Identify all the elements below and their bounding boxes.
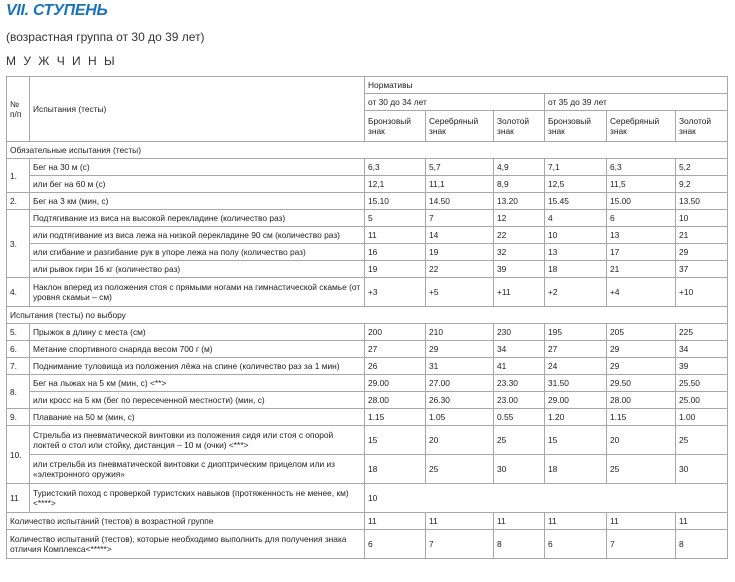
norm-value: 27.00 xyxy=(426,375,494,392)
table-row xyxy=(7,341,728,358)
norm-value: 12 xyxy=(494,210,545,227)
table-row xyxy=(7,176,728,193)
norm-value: +4 xyxy=(607,278,676,307)
norm-value: 29 xyxy=(607,358,676,375)
norm-value: 26.30 xyxy=(426,392,494,409)
header-silver: Серебряный знак xyxy=(607,111,676,142)
header-age-35-39: от 35 до 39 лет xyxy=(545,94,728,111)
norm-value: 23.30 xyxy=(494,375,545,392)
norm-value: 29.00 xyxy=(365,375,426,392)
norm-value: 14 xyxy=(426,227,494,244)
norm-value: 195 xyxy=(545,324,607,341)
footer-label: Количество испытаний (тестов) в возрастной группе xyxy=(7,513,365,530)
norm-value: 31 xyxy=(426,358,494,375)
norm-value: 15.10 xyxy=(365,193,426,210)
norm-value: 29 xyxy=(426,341,494,358)
section-required-label: Обязательные испытания (тесты) xyxy=(7,142,728,159)
footer-label: Количество испытаний (тестов), которые необходимо выполнить для получения знака отличия Комплекса<*****> xyxy=(7,530,365,559)
header-test: Испытания (тесты) xyxy=(30,77,365,142)
norm-value: 10 xyxy=(365,484,728,513)
norm-value: 200 xyxy=(365,324,426,341)
table-row xyxy=(7,484,728,513)
norm-value: 6 xyxy=(607,210,676,227)
test-name: или кросс на 5 км (бег по пересеченной местности) (мин, с) xyxy=(30,392,365,409)
test-name: Бег на 30 м (с) xyxy=(30,159,365,176)
footer-value: 8 xyxy=(494,530,545,559)
footer-value: 6 xyxy=(545,530,607,559)
row-number: 7. xyxy=(7,358,30,375)
norm-value: 21 xyxy=(676,227,728,244)
norm-value: 1.15 xyxy=(607,409,676,426)
test-name: Туристский поход с проверкой туристских навыков (протяженность не менее, км) <****> xyxy=(30,484,365,513)
table-row xyxy=(7,244,728,261)
norm-value: 19 xyxy=(426,244,494,261)
norm-value: 25.50 xyxy=(676,375,728,392)
norm-value: +2 xyxy=(545,278,607,307)
norm-value: 27 xyxy=(545,341,607,358)
norm-value: 12,1 xyxy=(365,176,426,193)
footer-value: 7 xyxy=(607,530,676,559)
section-optional-label: Испытания (тесты) по выбору xyxy=(7,307,728,324)
test-name: Метание спортивного снаряда весом 700 г (м) xyxy=(30,341,365,358)
table-row xyxy=(7,375,728,392)
footer-value: 8 xyxy=(676,530,728,559)
norm-value: 25 xyxy=(426,455,494,484)
norm-value: 0.55 xyxy=(494,409,545,426)
header-gold: Золотой знак xyxy=(676,111,728,142)
norm-value: +10 xyxy=(676,278,728,307)
norm-value: 23.00 xyxy=(494,392,545,409)
table-row xyxy=(7,210,728,227)
norm-value: 28.00 xyxy=(607,392,676,409)
norm-value: 15.45 xyxy=(545,193,607,210)
row-number: 2. xyxy=(7,193,30,210)
gender-heading: М У Ж Ч И Н Ы xyxy=(6,54,117,68)
footer-value: 6 xyxy=(365,530,426,559)
norm-value: 10 xyxy=(676,210,728,227)
table-row xyxy=(7,392,728,409)
norm-value: 21 xyxy=(607,261,676,278)
norm-value: 5,2 xyxy=(676,159,728,176)
norm-value: 7 xyxy=(426,210,494,227)
norm-value: 4,9 xyxy=(494,159,545,176)
footer-value: 11 xyxy=(676,513,728,530)
header-age-30-34: от 30 до 34 лет xyxy=(365,94,545,111)
norm-value: 37 xyxy=(676,261,728,278)
test-name: Поднимание туловища из положения лёжа на спине (количество раз за 1 мин) xyxy=(30,358,365,375)
norm-value: 9,2 xyxy=(676,176,728,193)
section-row xyxy=(7,142,728,159)
norm-value: 4 xyxy=(545,210,607,227)
norm-value: 18 xyxy=(545,261,607,278)
norm-value: 22 xyxy=(426,261,494,278)
footer-value: 11 xyxy=(426,513,494,530)
row-number: 10. xyxy=(7,426,30,484)
norm-value: 39 xyxy=(676,358,728,375)
age-group-subtitle: (возрастная группа от 30 до 39 лет) xyxy=(6,30,205,44)
norm-value: 16 xyxy=(365,244,426,261)
row-number: 8. xyxy=(7,375,30,409)
row-number: 5. xyxy=(7,324,30,341)
norm-value: 15.00 xyxy=(607,193,676,210)
norm-value: 29 xyxy=(676,244,728,261)
norm-value: 230 xyxy=(494,324,545,341)
norm-value: 205 xyxy=(607,324,676,341)
norm-value: 30 xyxy=(676,455,728,484)
table-row xyxy=(7,193,728,210)
row-number: 6. xyxy=(7,341,30,358)
footer-value: 7 xyxy=(426,530,494,559)
table-row xyxy=(7,261,728,278)
row-number: 9. xyxy=(7,409,30,426)
norm-value: 22 xyxy=(494,227,545,244)
test-name: или бег на 60 м (с) xyxy=(30,176,365,193)
row-number: 1. xyxy=(7,159,30,193)
section-row xyxy=(7,307,728,324)
norm-value: 11,1 xyxy=(426,176,494,193)
test-name: или рывок гири 16 кг (количество раз) xyxy=(30,261,365,278)
norm-value: 13 xyxy=(545,244,607,261)
table-row xyxy=(7,324,728,341)
header-silver: Серебряный знак xyxy=(426,111,494,142)
norm-value: 17 xyxy=(607,244,676,261)
norm-value: +3 xyxy=(365,278,426,307)
footer-value: 11 xyxy=(365,513,426,530)
norm-value: 19 xyxy=(365,261,426,278)
norm-value: 6,3 xyxy=(365,159,426,176)
header-norms: Нормативы xyxy=(365,77,728,94)
header-bronze: Бронзовый знак xyxy=(545,111,607,142)
footer-row xyxy=(7,513,728,530)
norm-value: 25 xyxy=(607,455,676,484)
norm-value: 32 xyxy=(494,244,545,261)
norm-value: 13.50 xyxy=(676,193,728,210)
table-row xyxy=(7,278,728,307)
norm-value: 6,3 xyxy=(607,159,676,176)
norm-value: 30 xyxy=(494,455,545,484)
norm-value: 5,7 xyxy=(426,159,494,176)
footer-value: 11 xyxy=(545,513,607,530)
norm-value: 26 xyxy=(365,358,426,375)
table-row xyxy=(7,358,728,375)
norm-value: 29.00 xyxy=(545,392,607,409)
table-row xyxy=(7,455,728,484)
norm-value: 25 xyxy=(494,426,545,455)
table-row xyxy=(7,409,728,426)
test-name: Стрельба из пневматической винтовки из положения сидя или стоя с опорой локтей о стол или стойку, дистанция – 10 м (очки) <***> xyxy=(30,426,365,455)
norm-value: 8,9 xyxy=(494,176,545,193)
row-number: 3. xyxy=(7,210,30,278)
header-gold: Золотой знак xyxy=(494,111,545,142)
row-number: 11 xyxy=(7,484,30,513)
footer-value: 11 xyxy=(607,513,676,530)
row-number: 4. xyxy=(7,278,30,307)
norm-value: 7,1 xyxy=(545,159,607,176)
table-row xyxy=(7,426,728,455)
norm-value: +11 xyxy=(494,278,545,307)
norm-value: 1.00 xyxy=(676,409,728,426)
norm-value: 15 xyxy=(365,426,426,455)
norms-table xyxy=(6,76,728,559)
table-row xyxy=(7,227,728,244)
norm-value: 15 xyxy=(545,426,607,455)
test-name: Бег на 3 км (мин, с) xyxy=(30,193,365,210)
table-row xyxy=(7,159,728,176)
header-bronze: Бронзовый знак xyxy=(365,111,426,142)
footer-row xyxy=(7,530,728,559)
test-name: Подтягивание из виса на высокой перекладине (количество раз) xyxy=(30,210,365,227)
norm-value: 11 xyxy=(365,227,426,244)
norm-value: 29.50 xyxy=(607,375,676,392)
norm-value: 13 xyxy=(607,227,676,244)
norm-value: 20 xyxy=(607,426,676,455)
norm-value: 27 xyxy=(365,341,426,358)
norm-value: 34 xyxy=(494,341,545,358)
norm-value: 24 xyxy=(545,358,607,375)
test-name: Плавание на 50 м (мин, с) xyxy=(30,409,365,426)
norm-value: +5 xyxy=(426,278,494,307)
test-name: Наклон вперед из положения стоя с прямыми ногами на гимнастической скамье (от уровня скамьи – см) xyxy=(30,278,365,307)
header-num: № п/п xyxy=(7,77,30,142)
norm-value: 225 xyxy=(676,324,728,341)
norm-value: 39 xyxy=(494,261,545,278)
footer-value: 11 xyxy=(494,513,545,530)
norm-value: 28.00 xyxy=(365,392,426,409)
norm-value: 25 xyxy=(676,426,728,455)
norm-value: 1.20 xyxy=(545,409,607,426)
norm-value: 31.50 xyxy=(545,375,607,392)
test-name: Бег на лыжах на 5 км (мин, с) <**> xyxy=(30,375,365,392)
norm-value: 10 xyxy=(545,227,607,244)
norm-value: 12,5 xyxy=(545,176,607,193)
norm-value: 41 xyxy=(494,358,545,375)
norm-value: 34 xyxy=(676,341,728,358)
norm-value: 18 xyxy=(365,455,426,484)
norm-value: 29 xyxy=(607,341,676,358)
norm-value: 5 xyxy=(365,210,426,227)
test-name: или подтягивание из виса лежа на низкой перекладине 90 см (количество раз) xyxy=(30,227,365,244)
norm-value: 18 xyxy=(545,455,607,484)
norm-value: 20 xyxy=(426,426,494,455)
page-title: VII. СТУПЕНЬ xyxy=(6,2,108,19)
test-name: или сгибание и разгибание рук в упоре лежа на полу (количество раз) xyxy=(30,244,365,261)
norm-value: 13.20 xyxy=(494,193,545,210)
test-name: или стрельба из пневматической винтовки с диоптрическим прицелом или из «электронного оружия» xyxy=(30,455,365,484)
norm-value: 1.05 xyxy=(426,409,494,426)
norm-value: 14.50 xyxy=(426,193,494,210)
norm-value: 11,5 xyxy=(607,176,676,193)
norm-value: 210 xyxy=(426,324,494,341)
norm-value: 1.15 xyxy=(365,409,426,426)
test-name: Прыжок в длину с места (см) xyxy=(30,324,365,341)
norm-value: 25.00 xyxy=(676,392,728,409)
